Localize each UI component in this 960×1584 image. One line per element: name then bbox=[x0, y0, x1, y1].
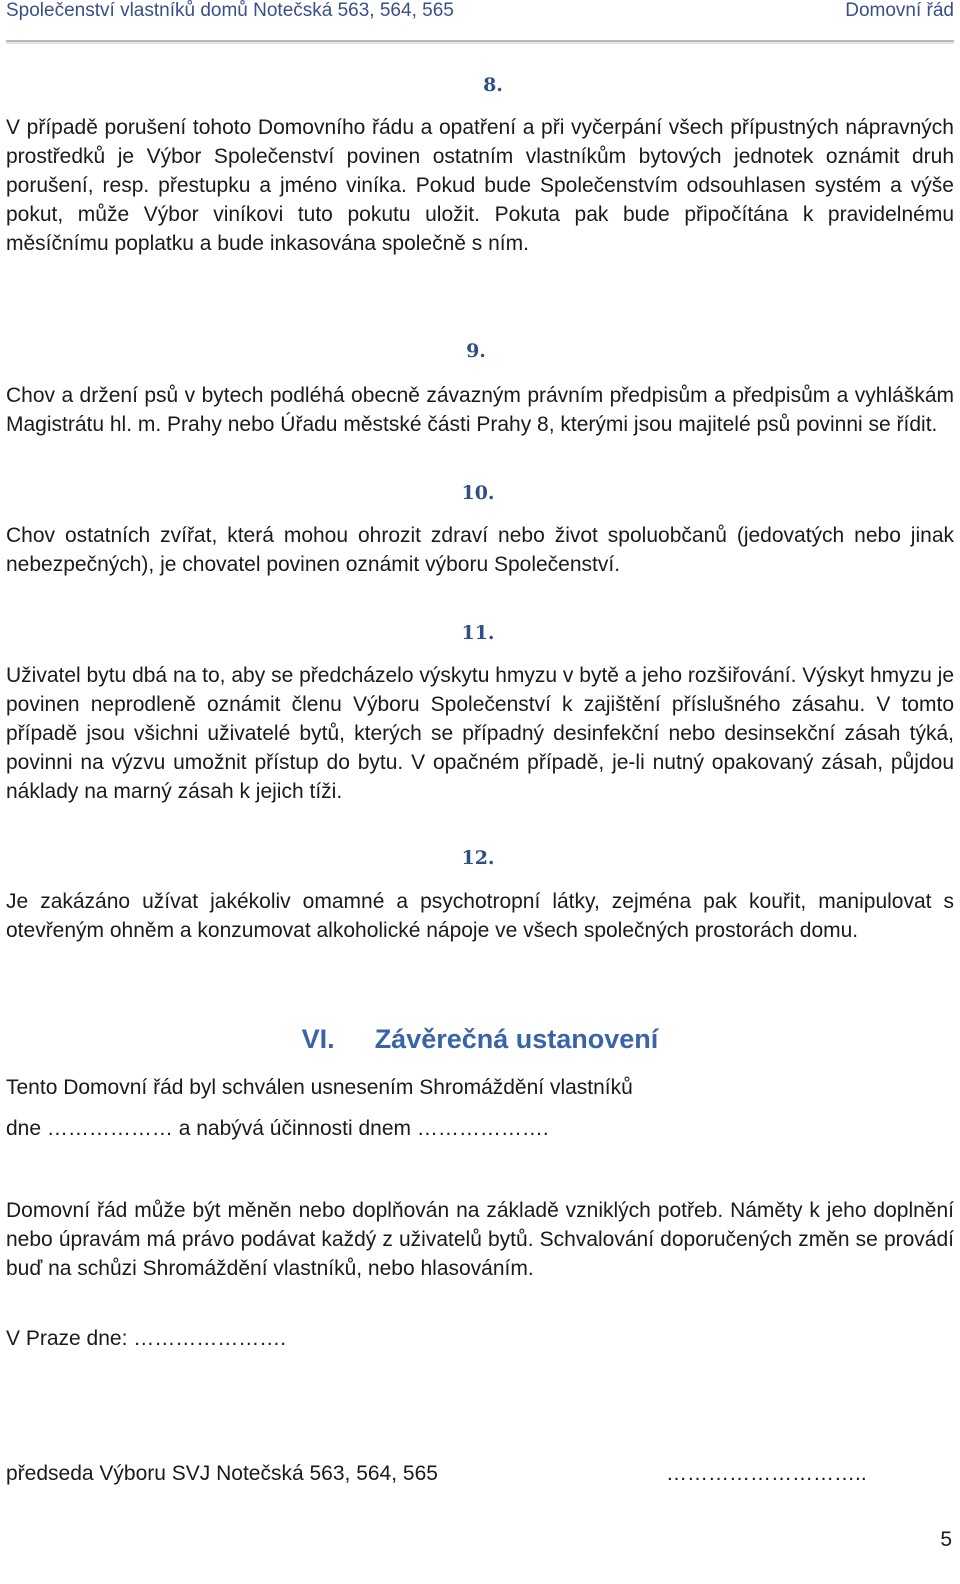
approval-statement: Tento Domovní řád byl schválen usnesením Shromáždění vlastníků bbox=[6, 1076, 633, 1099]
section-number: VI. bbox=[301, 1024, 335, 1054]
place-date-line: V Praze dne: …………………. bbox=[6, 1327, 287, 1350]
signature-line: ……………………….. bbox=[666, 1462, 867, 1485]
article-number-11: 11. bbox=[461, 622, 495, 644]
article-text-12: Je zakázáno užívat jakékoliv omamné a psychotropní látky, zejména pak kouřit, manipulovat s otevřeným ohněm a konzumovat alkoholické nápoje ve všech společných prostorách domu. bbox=[6, 890, 954, 942]
article-number-8: 8. bbox=[483, 74, 503, 96]
article-number-10: 10. bbox=[461, 482, 495, 504]
article-text-11: Uživatel bytu dbá na to, aby se předcházelo výskytu hmyzu v bytě a jeho rozšiřování. Výskyt hmyzu je povinen neprodleně oznámit členu Výboru Společenství k zajištění příslušného zásahu. V tomto případě jsou všichni uživatelé bytů, kterých se případný desinfekční nebo desinsekční zásah týká, povinni na výzvu umožnit přístup do bytu. V opačném případě, je-li nutný opakovaný zásah, půjdou náklady na marný zásah k jejich tíži. bbox=[6, 664, 954, 803]
article-text-9: Chov a držení psů v bytech podléhá obecně závazným právním předpisům a předpisům a vyhláškám Magistrátu hl. m. Prahy nebo Úřadu městské části Prahy 8, kterými jsou majitelé psů povinni se řídit. bbox=[6, 384, 954, 436]
article-number-9: 9. bbox=[466, 340, 486, 362]
approval-date-line: dne ……………… a nabývá účinnosti dnem ………………. bbox=[6, 1117, 549, 1140]
page-number: 5 bbox=[940, 1528, 952, 1551]
signature-label: předseda Výboru SVJ Notečská 563, 564, 565 bbox=[6, 1462, 438, 1485]
article-number-12: 12. bbox=[461, 847, 495, 869]
header-divider bbox=[6, 40, 954, 42]
section-heading bbox=[0, 1024, 960, 1055]
amendment-paragraph: Domovní řád může být měněn nebo doplňován na základě vzniklých potřeb. Náměty k jeho doplnění nebo úpravám má právo podávat každý z uživatelů bytů. Schvalování doporučených změn se provádí buď na schůzi Shromáždění vlastníků, nebo hlasováním. bbox=[6, 1199, 954, 1280]
header-document-name: Domovní řád bbox=[845, 0, 954, 21]
section-title: Závěrečná ustanovení bbox=[374, 1024, 659, 1054]
article-text-8: V případě porušení tohoto Domovního řádu a opatření a při vyčerpání všech přípustných nápravných prostředků je Výbor Společenství povinen ostatním vlastníkům bytových jednotek oznámit druh porušení, resp. přestupku a jméno viníka. Pokud bude Společenstvím odsouhlasen systém a výše pokut, může Výbor viníkovi tuto pokutu uložit. Pokuta pak bude připočítána k pravidelnému měsíčnímu poplatku a bude inkasována společně s ním. bbox=[6, 116, 954, 255]
article-text-10: Chov ostatních zvířat, která mohou ohrozit zdraví nebo život spoluobčanů (jedovatých nebo jinak nebezpečných), je chovatel povinen oznámit výboru Společenství. bbox=[6, 524, 954, 576]
header-title: Společenství vlastníků domů Notečská 563, 564, 565 bbox=[6, 0, 454, 21]
page-header bbox=[6, 0, 954, 28]
